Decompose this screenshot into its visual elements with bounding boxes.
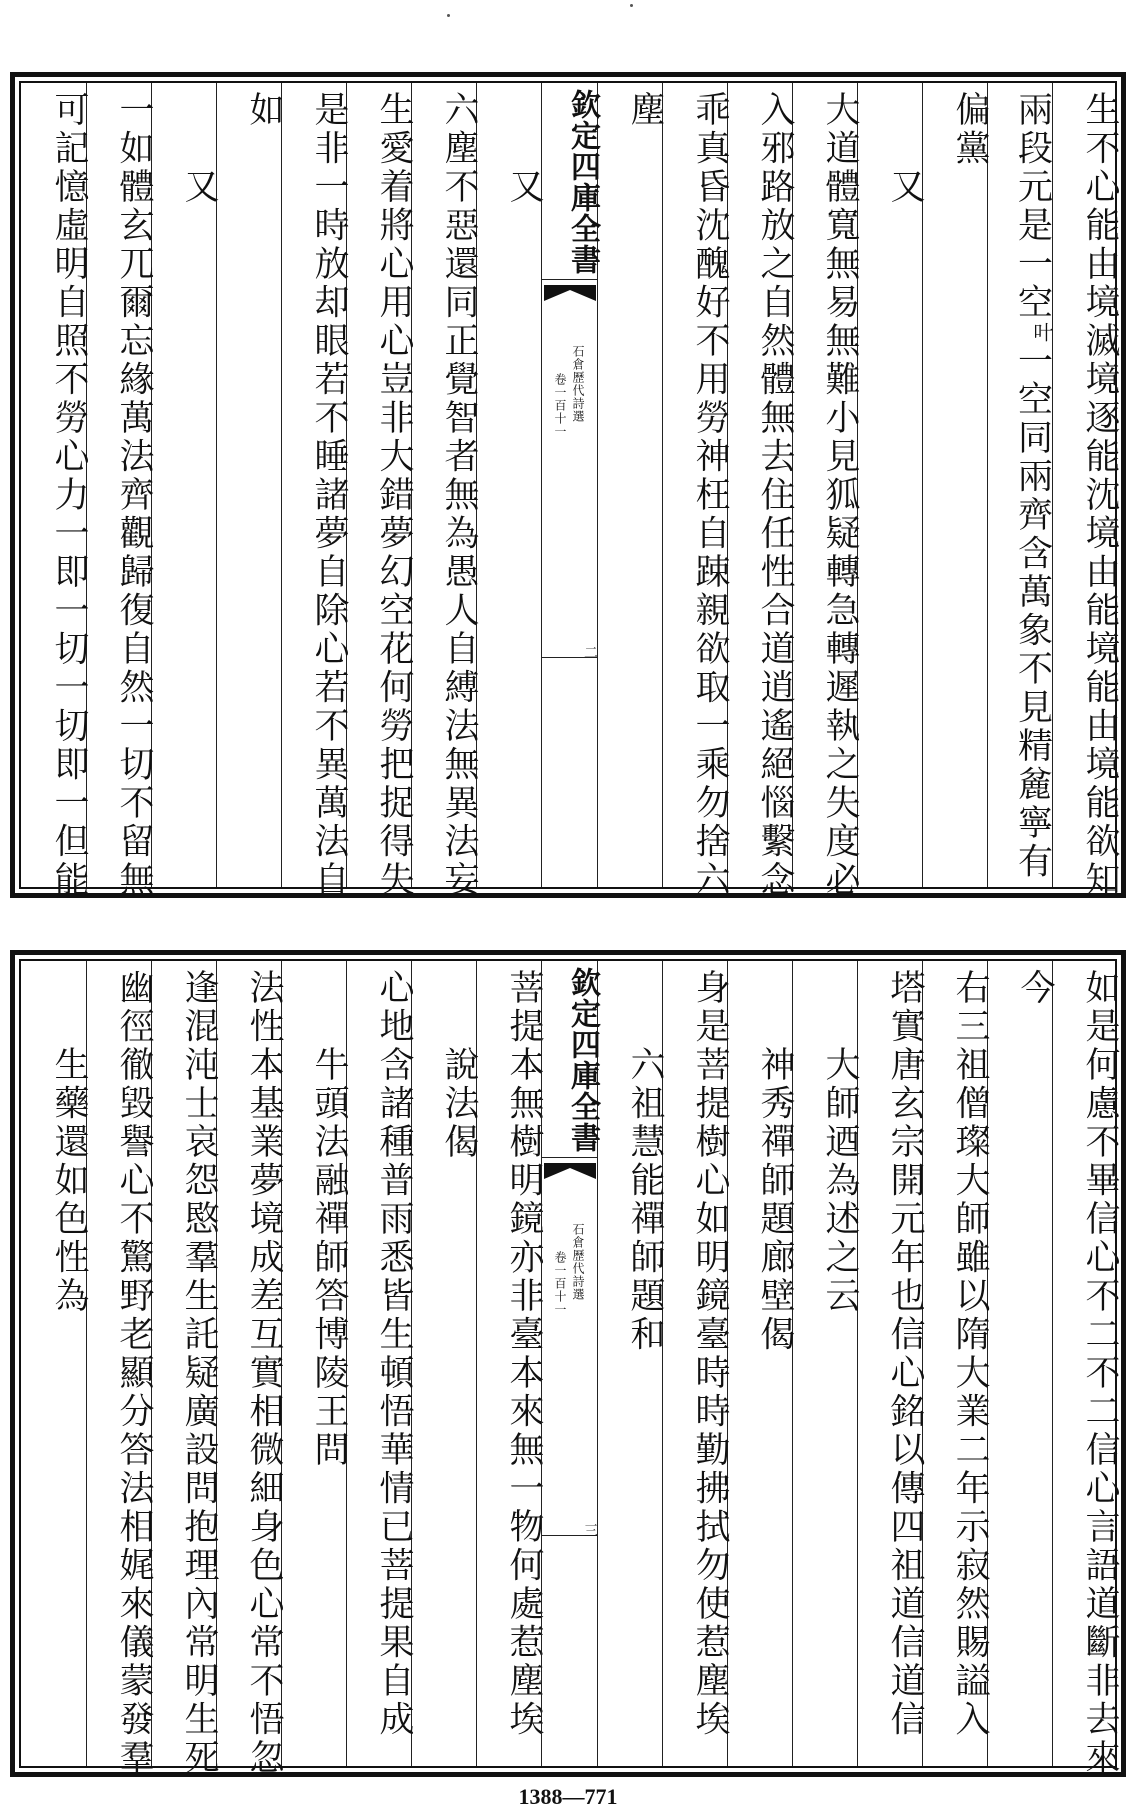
- bottom-column-text: [923, 969, 990, 1761]
- bottom-column-body: 牛頭法融禪師答博陵王問: [309, 1046, 349, 1470]
- bottom-column-body: 心地含諸種普雨悉皆生頓悟華情已菩提果自成: [374, 969, 414, 1739]
- top-center-book: 石倉歷代詩選: [571, 345, 585, 423]
- top-center-strip: [541, 83, 600, 887]
- top-column-text: [663, 91, 730, 900]
- top-column-body: 是非一時放却眼若不睡諸夢自除心若不異萬法自: [309, 91, 349, 900]
- bottom-column-text: [347, 969, 414, 1761]
- top-column: [857, 83, 925, 887]
- top-column-body: 入邪路放之自然體無去住任性合道逍遙絕惱繫念: [755, 91, 795, 900]
- bottom-column-body: 如是何慮不畢信心不二不二信心言語道斷非去來: [1080, 969, 1120, 1778]
- top-column-text: [282, 91, 349, 900]
- top-column: [727, 83, 795, 900]
- bottom-center-page-number: 三: [582, 1523, 598, 1537]
- fish-tail-icon: [542, 285, 598, 303]
- top-column-text: [923, 91, 990, 883]
- top-column-body: 一空同兩齊含萬象不見精麄寧有: [1012, 342, 1053, 881]
- top-interlinear-note: 叶: [1030, 322, 1054, 342]
- top-column-body: 一如體玄兀爾忘緣萬法齊觀歸復自然一切不留無: [114, 91, 154, 900]
- bottom-column-text: [728, 1046, 795, 1761]
- top-page-frame: [19, 81, 1120, 900]
- bottom-column: [346, 961, 414, 1766]
- bottom-column: [792, 961, 860, 1766]
- bottom-column-body: 六祖慧能禪師題和: [625, 1046, 665, 1354]
- bottom-column: [857, 961, 925, 1766]
- bottom-column-body: 身是菩提樹心如明鏡臺時時勤拂拭勿使惹塵埃: [690, 969, 730, 1739]
- top-center-title: 欽定四庫全書: [565, 89, 600, 275]
- top-column: [662, 83, 730, 900]
- bottom-column-text: [21, 1046, 89, 1761]
- bottom-center-title: 欽定四庫全書: [565, 967, 600, 1153]
- top-column: [281, 83, 349, 900]
- bottom-column-text: [1053, 969, 1120, 1778]
- bottom-column-text: [282, 1046, 349, 1761]
- top-column-body: 乖真昏沈醜好不用勞神枉自踈親欲取一乘勿捨六: [690, 91, 730, 900]
- bottom-column-body: 法性本基業夢境成差互實相微細身色心常不悟忽: [244, 969, 284, 1778]
- scan-speck: [447, 14, 450, 17]
- bottom-column-text: [858, 969, 925, 1761]
- top-column-text: [87, 91, 154, 900]
- bottom-page: [10, 950, 1126, 1777]
- top-column-text: [1053, 91, 1120, 900]
- top-column-text: [477, 168, 544, 883]
- bottom-column-text: [477, 969, 544, 1761]
- bottom-column: [21, 961, 89, 1766]
- top-center-page-number: 二: [582, 645, 598, 659]
- top-column: [216, 83, 284, 887]
- top-column-text: [152, 168, 219, 883]
- top-column-body: 偏黨: [950, 91, 990, 168]
- top-column-text: [217, 91, 284, 883]
- top-column: [21, 83, 89, 900]
- bottom-column: [597, 961, 665, 1766]
- fish-tail-icon: [542, 1163, 598, 1181]
- top-column-body: 又: [885, 168, 925, 207]
- bottom-column: [476, 961, 544, 1766]
- bottom-column-body: 逢混沌士哀怨愍羣生託疑廣設問抱理內常明生死: [179, 969, 219, 1778]
- top-column-body: 又: [179, 168, 219, 207]
- bottom-column-body: 說法偈: [439, 1046, 479, 1162]
- bottom-center-rule: [542, 1157, 597, 1158]
- top-column-text: [988, 91, 1052, 883]
- top-column-text: [858, 168, 925, 883]
- bottom-center-strip: [541, 961, 600, 1766]
- top-column-text: [793, 91, 860, 900]
- top-column-body: 如: [244, 91, 284, 130]
- top-column-text: [347, 91, 414, 900]
- bottom-column: [727, 961, 795, 1766]
- top-column: [987, 83, 1052, 887]
- bottom-column: [86, 961, 154, 1778]
- top-column: [597, 83, 665, 887]
- top-column: [922, 83, 990, 887]
- top-column-body: 生不心能由境滅境逐能沈境由能境能由境能欲知: [1080, 91, 1120, 900]
- bottom-column-body: 菩提本無樹明鏡亦非臺本來無一物何處惹塵埃: [504, 969, 544, 1739]
- top-center-volume: 卷一百十一: [553, 373, 567, 438]
- bottom-page-frame: [19, 959, 1120, 1778]
- bottom-column: [411, 961, 479, 1766]
- bottom-column: [216, 961, 284, 1778]
- bottom-column: [1052, 961, 1120, 1778]
- bottom-column-text: [217, 969, 284, 1778]
- top-column-body: 塵: [625, 91, 665, 130]
- bottom-column-body: 右三祖僧璨大師雖以隋大業二年示寂然賜謚入: [950, 969, 990, 1739]
- bottom-column-text: [152, 969, 219, 1778]
- bottom-column-body: 塔實唐玄宗開元年也信心銘以傳四祖道信道信: [885, 969, 925, 1739]
- top-column-text: [728, 91, 795, 900]
- bottom-column-body: 神秀禪師題廊壁偈: [755, 1046, 795, 1354]
- bottom-column-text: [412, 1046, 479, 1761]
- bottom-column-text: [988, 969, 1055, 1761]
- bottom-column-text: [663, 969, 730, 1761]
- top-column-text: [412, 91, 479, 900]
- top-column: [792, 83, 860, 900]
- bottom-column: [151, 961, 219, 1778]
- page-footer-number: 1388—771: [518, 1784, 618, 1809]
- scan-speck: [630, 4, 633, 7]
- bottom-column-text: [598, 1046, 665, 1761]
- top-column-body: 生愛着將心用心豈非大錯夢幻空花何勞把捉得失: [374, 91, 414, 900]
- top-column-text: [21, 91, 89, 900]
- bottom-column: [987, 961, 1055, 1766]
- top-column: [1052, 83, 1120, 900]
- top-column-body: 可記憶虛明自照不勞心力一即一切一切即一但能: [49, 91, 89, 900]
- top-column: [411, 83, 479, 900]
- top-column: [346, 83, 414, 900]
- bottom-column-body: 今: [1015, 969, 1055, 1008]
- top-column: [476, 83, 544, 887]
- top-column-text: [598, 91, 665, 883]
- bottom-column-body: 大師迺為述之云: [820, 1046, 860, 1316]
- top-center-rule: [542, 279, 597, 280]
- top-column-body: 兩段元是一空: [1012, 91, 1053, 322]
- top-column: [151, 83, 219, 887]
- top-page: [10, 72, 1126, 898]
- bottom-column: [662, 961, 730, 1766]
- top-column: [86, 83, 154, 900]
- bottom-center-book: 石倉歷代詩選: [571, 1223, 585, 1301]
- bottom-center-volume: 卷一百十一: [553, 1251, 567, 1316]
- bottom-column-body: 生藥還如色性為: [49, 1046, 89, 1316]
- bottom-column-body: 幽徑徹毀譽心不驚野老顯分答法相娓來儀蒙發羣: [114, 969, 154, 1778]
- bottom-column: [922, 961, 990, 1766]
- top-column-body: 六塵不惡還同正覺智者無為愚人自縛法無異法妄: [439, 91, 479, 900]
- top-column-body: 大道體寬無易無難小見狐疑轉急轉遲執之失度必: [820, 91, 860, 900]
- bottom-column-text: [87, 969, 154, 1778]
- bottom-column-text: [793, 1046, 860, 1761]
- bottom-column: [281, 961, 349, 1766]
- top-column-body: 又: [504, 168, 544, 207]
